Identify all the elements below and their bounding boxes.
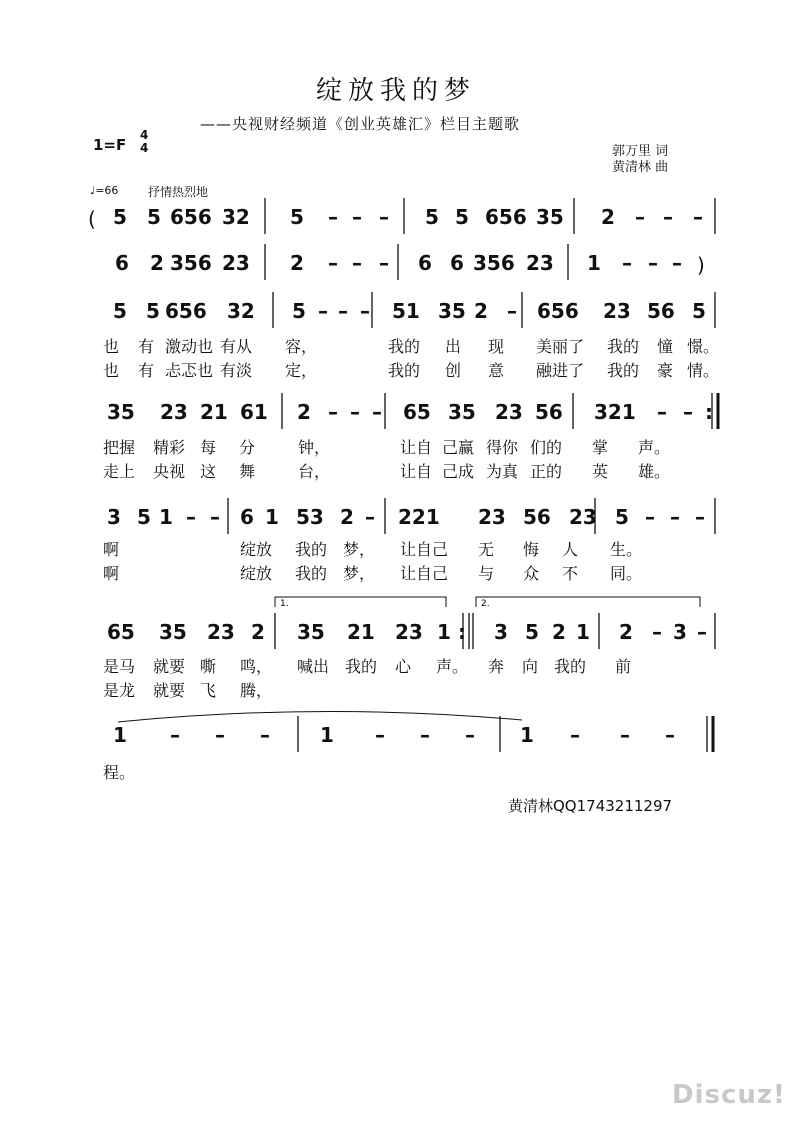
jianpu-note: 32 bbox=[222, 205, 250, 229]
jianpu-note: 23 bbox=[160, 400, 188, 424]
score-row-3-staff bbox=[0, 294, 792, 334]
dash-note: – bbox=[375, 723, 385, 747]
expression-marking: 抒情热烈地 bbox=[148, 185, 209, 199]
jianpu-note: 6 bbox=[115, 251, 129, 275]
volta-bracket bbox=[476, 597, 700, 607]
jianpu-note: 5 bbox=[290, 205, 304, 229]
lyrics-line-3-1 bbox=[0, 334, 792, 356]
jianpu-note: 356 bbox=[473, 251, 515, 275]
jianpu-note: 3 bbox=[673, 620, 687, 644]
lyric-syllable: 飞 bbox=[200, 681, 217, 700]
score-row-5 bbox=[0, 500, 792, 540]
dash-note: – bbox=[693, 205, 703, 229]
lyric-syllable: 我的 bbox=[345, 657, 378, 676]
dash-note: – bbox=[652, 620, 662, 644]
score-row-1 bbox=[0, 200, 792, 240]
lyric-syllable: 让自己 bbox=[400, 564, 449, 583]
jianpu-note: 1 bbox=[576, 620, 590, 644]
lyrics-line-5-2 bbox=[0, 561, 792, 583]
score-row-4-staff bbox=[0, 395, 792, 435]
lyrics-line-3-2 bbox=[0, 358, 792, 380]
jianpu-note: ( bbox=[88, 207, 96, 231]
jianpu-note: 6 bbox=[450, 251, 464, 275]
dash-note: – bbox=[338, 299, 348, 323]
lyric-syllable: 舞 bbox=[239, 462, 256, 481]
volta-bracket bbox=[275, 597, 446, 607]
jianpu-note: 1 bbox=[265, 505, 279, 529]
jianpu-note: 656 bbox=[165, 299, 207, 323]
lyric-syllable: 精彩 bbox=[153, 438, 186, 457]
dash-note: – bbox=[670, 505, 680, 529]
dash-note: – bbox=[328, 205, 338, 229]
lyric-syllable: 梦， bbox=[343, 564, 376, 583]
jianpu-note: 23 bbox=[222, 251, 250, 275]
lyric-syllable: 声。 bbox=[638, 438, 671, 457]
lyric-syllable: 己成 bbox=[442, 462, 475, 481]
lyric-syllable: 就要 bbox=[153, 657, 186, 676]
dash-note: – bbox=[318, 299, 328, 323]
jianpu-note: 2 bbox=[552, 620, 566, 644]
lyric-syllable: 让自 bbox=[400, 462, 433, 481]
lyric-syllable: 是龙 bbox=[103, 681, 136, 700]
jianpu-note: 6 bbox=[240, 505, 254, 529]
volta-label: 2. bbox=[481, 599, 490, 609]
lyric-syllable: 现 bbox=[488, 337, 505, 356]
jianpu-note: 23 bbox=[569, 505, 597, 529]
jianpu-note: 221 bbox=[398, 505, 440, 529]
jianpu-note: 56 bbox=[535, 400, 563, 424]
lyric-syllable: 雄。 bbox=[638, 462, 671, 481]
lyric-syllable: 生。 bbox=[610, 540, 643, 559]
jianpu-note: 2 bbox=[150, 251, 164, 275]
lyric-syllable: 啊 bbox=[103, 564, 120, 583]
lyric-syllable: 为真 bbox=[486, 462, 519, 481]
jianpu-note: 21 bbox=[347, 620, 375, 644]
tempo-marking: ♩=66 bbox=[90, 184, 119, 197]
lyric-syllable: 同。 bbox=[610, 564, 643, 583]
lyric-syllable: 也 bbox=[103, 337, 120, 356]
jianpu-note: 23 bbox=[395, 620, 423, 644]
dash-note: – bbox=[697, 620, 707, 644]
jianpu-note: 656 bbox=[170, 205, 212, 229]
lyric-syllable: 有淡 bbox=[220, 361, 253, 380]
jianpu-note: 2 bbox=[290, 251, 304, 275]
jianpu-note: 56 bbox=[523, 505, 551, 529]
jianpu-note: 5 bbox=[146, 299, 160, 323]
jianpu-note: 5 bbox=[292, 299, 306, 323]
jianpu-note: 356 bbox=[170, 251, 212, 275]
lyric-syllable: 啊 bbox=[103, 540, 120, 559]
time-signature bbox=[140, 129, 148, 155]
lyric-syllable: 情。 bbox=[687, 361, 720, 380]
lyric-syllable: 人 bbox=[562, 540, 579, 559]
lyric-syllable: 众 bbox=[523, 564, 540, 583]
jianpu-note: 321 bbox=[594, 400, 636, 424]
lyric-syllable: 绽放 bbox=[240, 540, 273, 559]
lyric-syllable: 正的 bbox=[530, 462, 563, 481]
lyric-syllable: 忐忑也 bbox=[165, 361, 214, 380]
lyric-syllable: 豪 bbox=[657, 361, 674, 380]
lyric-syllable: 我的 bbox=[607, 337, 640, 356]
jianpu-note: 3 bbox=[494, 620, 508, 644]
jianpu-note: 5 bbox=[455, 205, 469, 229]
lyric-syllable: 定， bbox=[285, 361, 318, 380]
meter-top: 4 bbox=[140, 128, 149, 142]
jianpu-note: 23 bbox=[478, 505, 506, 529]
song-subtitle: ——央视财经频道《创业英雄汇》栏目主题歌 bbox=[200, 115, 521, 133]
score-row-7 bbox=[0, 718, 792, 758]
lyric-syllable: 不 bbox=[562, 564, 579, 583]
dash-note: – bbox=[350, 400, 360, 424]
lyric-syllable: 掌 bbox=[592, 438, 609, 457]
jianpu-note: 21 bbox=[200, 400, 228, 424]
jianpu-note: 2 bbox=[474, 299, 488, 323]
lyric-syllable: 我的 bbox=[554, 657, 587, 676]
jianpu-note: 32 bbox=[227, 299, 255, 323]
lyric-syllable: 无 bbox=[478, 540, 495, 559]
lyric-syllable: 钟， bbox=[298, 438, 331, 457]
jianpu-note: 3 bbox=[107, 505, 121, 529]
lyric-syllable: 鸣， bbox=[240, 657, 273, 676]
jianpu-note: 1 bbox=[520, 723, 534, 747]
lyric-syllable: 把握 bbox=[103, 438, 136, 457]
dash-note: – bbox=[365, 505, 375, 529]
lyrics-line-4-2 bbox=[0, 459, 792, 481]
jianpu-note: 1 bbox=[159, 505, 173, 529]
lyric-syllable: 有从 bbox=[220, 337, 253, 356]
lyric-syllable: 心 bbox=[395, 657, 412, 676]
dash-note: – bbox=[635, 205, 645, 229]
jianpu-note: 23 bbox=[207, 620, 235, 644]
dash-note: – bbox=[672, 251, 682, 275]
score-row-2-staff bbox=[0, 246, 792, 286]
jianpu-note: 5 bbox=[137, 505, 151, 529]
repeat-sign: : bbox=[458, 620, 466, 644]
jianpu-note: 5 bbox=[425, 205, 439, 229]
lyric-syllable: 己赢 bbox=[442, 438, 475, 457]
dash-note: – bbox=[665, 723, 675, 747]
lyric-syllable: 得你 bbox=[486, 438, 519, 457]
dash-note: – bbox=[328, 400, 338, 424]
dash-note: – bbox=[663, 205, 673, 229]
dash-note: – bbox=[379, 205, 389, 229]
arranger-signature: 黄清林QQ1743211297 bbox=[508, 797, 673, 815]
lyric-syllable: 是马 bbox=[103, 657, 136, 676]
jianpu-note: 35 bbox=[536, 205, 564, 229]
jianpu-note: 53 bbox=[296, 505, 324, 529]
dash-note: – bbox=[328, 251, 338, 275]
lyric-syllable: 我的 bbox=[607, 361, 640, 380]
lyric-syllable: 走上 bbox=[103, 462, 136, 481]
lyrics-line-5-1 bbox=[0, 537, 792, 559]
jianpu-note: 2 bbox=[340, 505, 354, 529]
lyrics-line-4-1 bbox=[0, 435, 792, 457]
lyric-syllable: 我的 bbox=[295, 540, 328, 559]
lyric-syllable: 绽放 bbox=[240, 564, 273, 583]
dash-note: – bbox=[352, 205, 362, 229]
jianpu-note: ) bbox=[697, 253, 705, 277]
lyric-syllable: 声。 bbox=[436, 657, 469, 676]
lyric-syllable: 们的 bbox=[530, 438, 563, 457]
lyric-syllable: 融进了 bbox=[536, 361, 585, 380]
song-title: 绽放我的梦 bbox=[315, 76, 476, 106]
lyric-syllable: 喊出 bbox=[297, 657, 330, 676]
jianpu-note: 6 bbox=[418, 251, 432, 275]
lyric-syllable: 英 bbox=[592, 462, 609, 481]
jianpu-note: 5 bbox=[525, 620, 539, 644]
lyric-syllable: 向 bbox=[522, 657, 539, 676]
dash-note: – bbox=[379, 251, 389, 275]
jianpu-note: 2 bbox=[619, 620, 633, 644]
dash-note: – bbox=[657, 400, 667, 424]
dash-note: – bbox=[683, 400, 693, 424]
lyric-syllable: 梦， bbox=[343, 540, 376, 559]
jianpu-note: 23 bbox=[526, 251, 554, 275]
jianpu-note: 2 bbox=[601, 205, 615, 229]
score-row-1-staff bbox=[0, 200, 792, 240]
dash-note: – bbox=[170, 723, 180, 747]
jianpu-note: 656 bbox=[537, 299, 579, 323]
lyric-syllable: 让自己 bbox=[400, 540, 449, 559]
lyric-syllable: 憬。 bbox=[687, 337, 720, 356]
jianpu-note: 2 bbox=[297, 400, 311, 424]
dash-note: – bbox=[622, 251, 632, 275]
jianpu-note: 35 bbox=[297, 620, 325, 644]
score-row-3 bbox=[0, 294, 792, 334]
lyricist-credit: 郭万里 词 bbox=[612, 144, 669, 159]
lyric-syllable: 嘶 bbox=[200, 657, 217, 676]
jianpu-note: 5 bbox=[113, 205, 127, 229]
jianpu-note: 23 bbox=[603, 299, 631, 323]
dash-note: – bbox=[507, 299, 517, 323]
lyric-syllable: 美丽了 bbox=[536, 337, 585, 356]
jianpu-note: 35 bbox=[107, 400, 135, 424]
lyric-syllable: 有 bbox=[138, 337, 155, 356]
lyric-syllable: 台， bbox=[298, 462, 331, 481]
lyric-syllable: 意 bbox=[488, 361, 505, 380]
lyric-syllable: 奔 bbox=[488, 657, 505, 676]
jianpu-note: 1 bbox=[320, 723, 334, 747]
jianpu-note: 56 bbox=[647, 299, 675, 323]
score-row-6-staff bbox=[0, 599, 792, 655]
score-row-7-staff bbox=[0, 718, 792, 758]
lyric-syllable: 这 bbox=[200, 462, 217, 481]
tie-arc bbox=[118, 711, 522, 722]
jianpu-note: 656 bbox=[485, 205, 527, 229]
lyric-syllable: 激动也 bbox=[165, 337, 214, 356]
lyric-syllable: 也 bbox=[103, 361, 120, 380]
lyrics-line-6-1 bbox=[0, 654, 792, 676]
dash-note: – bbox=[645, 505, 655, 529]
lyric-syllable: 我的 bbox=[388, 337, 421, 356]
jianpu-note: 1 bbox=[113, 723, 127, 747]
lyric-syllable: 我的 bbox=[388, 361, 421, 380]
lyric-syllable: 让自 bbox=[400, 438, 433, 457]
dash-note: – bbox=[186, 505, 196, 529]
lyric-syllable: 悔 bbox=[523, 540, 540, 559]
lyric-syllable: 与 bbox=[478, 564, 495, 583]
dash-note: – bbox=[210, 505, 220, 529]
jianpu-note: 35 bbox=[438, 299, 466, 323]
dash-note: – bbox=[352, 251, 362, 275]
jianpu-note: 23 bbox=[495, 400, 523, 424]
lyric-syllable: 创 bbox=[445, 361, 462, 380]
lyric-syllable: 腾， bbox=[240, 681, 273, 700]
jianpu-note: 5 bbox=[113, 299, 127, 323]
composer-credit: 黄清林 曲 bbox=[612, 160, 669, 175]
repeat-sign: : bbox=[705, 400, 713, 424]
jianpu-note: 35 bbox=[159, 620, 187, 644]
meter-bottom: 4 bbox=[140, 141, 149, 155]
jianpu-note: 5 bbox=[692, 299, 706, 323]
score-row-4 bbox=[0, 395, 792, 435]
dash-note: – bbox=[260, 723, 270, 747]
forum-watermark: Discuz! bbox=[672, 1080, 786, 1110]
dash-note: – bbox=[215, 723, 225, 747]
jianpu-note: 61 bbox=[240, 400, 268, 424]
jianpu-note: 1 bbox=[437, 620, 451, 644]
dash-note: – bbox=[360, 299, 370, 323]
score-row-5-staff bbox=[0, 500, 792, 540]
score-row-6 bbox=[0, 599, 792, 655]
jianpu-note: 2 bbox=[251, 620, 265, 644]
score-row-2 bbox=[0, 246, 792, 286]
lyric-syllable: 央视 bbox=[153, 462, 186, 481]
jianpu-note: 1 bbox=[587, 251, 601, 275]
lyric-syllable: 每 bbox=[200, 438, 217, 457]
key-signature: 1=F bbox=[93, 136, 127, 154]
lyric-syllable: 前 bbox=[615, 657, 632, 676]
dash-note: – bbox=[620, 723, 630, 747]
lyric-syllable: 就要 bbox=[153, 681, 186, 700]
jianpu-note: 51 bbox=[392, 299, 420, 323]
volta-label: 1. bbox=[280, 599, 289, 609]
lyric-syllable: 我的 bbox=[295, 564, 328, 583]
jianpu-note: 65 bbox=[107, 620, 135, 644]
lyrics-line-6-2 bbox=[0, 678, 792, 700]
lyric-syllable: 程。 bbox=[103, 763, 136, 782]
lyrics-line-7-1 bbox=[0, 760, 792, 782]
dash-note: – bbox=[570, 723, 580, 747]
lyric-syllable: 憧 bbox=[657, 337, 674, 356]
lyric-syllable: 容， bbox=[285, 337, 318, 356]
lyric-syllable: 出 bbox=[445, 337, 462, 356]
dash-note: – bbox=[372, 400, 382, 424]
jianpu-note: 35 bbox=[448, 400, 476, 424]
lyric-syllable: 分 bbox=[239, 438, 256, 457]
dash-note: – bbox=[420, 723, 430, 747]
jianpu-note: 5 bbox=[147, 205, 161, 229]
jianpu-note: 65 bbox=[403, 400, 431, 424]
dash-note: – bbox=[695, 505, 705, 529]
lyric-syllable: 有 bbox=[138, 361, 155, 380]
dash-note: – bbox=[465, 723, 475, 747]
dash-note: – bbox=[648, 251, 658, 275]
jianpu-note: 5 bbox=[615, 505, 629, 529]
